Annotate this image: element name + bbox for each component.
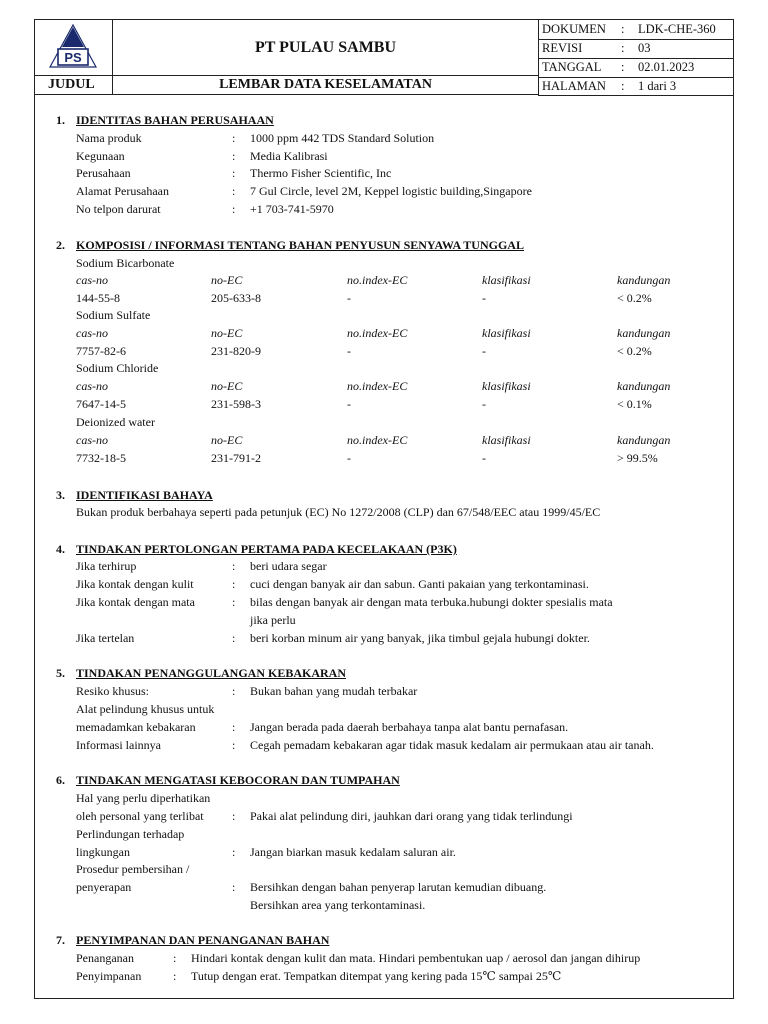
field-value: cuci dengan banyak air dan sabun. Ganti pakaian yang terkontaminasi.	[250, 577, 589, 591]
field-value: Cegah pemadam kebakaran agar tidak masuk kedalam air permukaan atau air tanah.	[250, 738, 654, 752]
field-label: Jika kontak dengan mata	[76, 595, 195, 609]
field-colon: :	[232, 202, 236, 216]
title-cell	[112, 75, 539, 95]
component-name: Sodium Sulfate	[76, 308, 151, 322]
field-label: penyerapan	[76, 880, 132, 894]
judul-cell	[35, 75, 113, 95]
field-label: Nama produk	[76, 131, 142, 145]
table-cell: < 0.1%	[617, 397, 652, 411]
section-number: 3.	[56, 488, 65, 502]
field-value: 7 Gul Circle, level 2M, Keppel logistic building,Singapore	[250, 184, 532, 198]
field-colon: :	[232, 880, 236, 894]
meta-key: TANGGAL	[542, 60, 602, 74]
field-label: No telpon darurat	[76, 202, 161, 216]
field-value: Jangan biarkan masuk kedalam saluran air.	[250, 845, 456, 859]
column-header: kandungan	[617, 326, 671, 340]
field-colon: :	[232, 149, 236, 163]
field-colon: :	[232, 809, 236, 823]
field-value: Jangan berada pada daerah berbahaya tanpa alat bantu pernafasan.	[250, 720, 569, 734]
section-title: TINDAKAN PENANGGULANGAN KEBAKARAN	[76, 666, 347, 680]
meta-colon: :	[621, 79, 625, 93]
table-cell: 7732-18-5	[76, 451, 126, 465]
section-title: TINDAKAN PERTOLONGAN PERTAMA PADA KECELAKAAN (P3K)	[76, 542, 457, 556]
field-value: Thermo Fisher Scientific, Inc	[250, 166, 392, 180]
field-colon: :	[173, 951, 177, 965]
table-cell: -	[347, 451, 351, 465]
section-number: 2.	[56, 238, 65, 252]
logo-text: PS	[64, 50, 82, 65]
field-label: lingkungan	[76, 845, 130, 859]
section-title: PENYIMPANAN DAN PENANGANAN BAHAN	[76, 933, 330, 947]
section-number: 6.	[56, 773, 65, 787]
document-title: LEMBAR DATA KESELAMATAN	[219, 77, 432, 92]
section-title: TINDAKAN MENGATASI KEBOCORAN DAN TUMPAHAN	[76, 773, 400, 787]
table-cell: 205-633-8	[211, 291, 261, 305]
field-label: Penanganan	[76, 951, 134, 965]
field-colon: :	[232, 184, 236, 198]
section-number: 1.	[56, 113, 65, 127]
document-meta	[538, 20, 733, 95]
column-header: no-EC	[211, 433, 243, 447]
field-value: Media Kalibrasi	[250, 149, 328, 163]
meta-value: 02.01.2023	[638, 60, 695, 74]
table-cell: 144-55-8	[76, 291, 120, 305]
section-number: 5.	[56, 666, 65, 680]
meta-row-dokumen	[538, 20, 733, 40]
logo-cell	[35, 20, 113, 76]
column-header: no-EC	[211, 273, 243, 287]
meta-value: 1 dari 3	[638, 79, 677, 93]
field-value: +1 703-741-5970	[250, 202, 334, 216]
section-title: IDENTITAS BAHAN PERUSAHAAN	[76, 113, 274, 127]
column-header: no-EC	[211, 379, 243, 393]
judul-label: JUDUL	[48, 77, 95, 92]
field-colon: :	[232, 720, 236, 734]
field-colon: :	[232, 684, 236, 698]
meta-colon: :	[621, 22, 625, 36]
component-name: Sodium Bicarbonate	[76, 256, 175, 270]
field-value: jika perlu	[250, 613, 296, 627]
field-value: Pakai alat pelindung diri, jauhkan dari orang yang tidak terlindungi	[250, 809, 573, 823]
field-colon: :	[232, 559, 236, 573]
field-colon: :	[232, 738, 236, 752]
column-header: kandungan	[617, 273, 671, 287]
field-value: beri korban minum air yang banyak, jika timbul gejala hubungi dokter.	[250, 631, 590, 645]
column-header: no.index-EC	[347, 433, 408, 447]
table-cell: -	[347, 291, 351, 305]
field-label: Resiko khusus:	[76, 684, 150, 698]
column-header: klasifikasi	[482, 379, 531, 393]
column-header: cas-no	[76, 273, 108, 287]
field-colon: :	[173, 969, 177, 983]
field-value: bilas dengan banyak air dengan mata terbuka.hubungi dokter spesialis mata	[250, 595, 613, 609]
column-header: klasifikasi	[482, 433, 531, 447]
table-cell: -	[347, 344, 351, 358]
table-cell: 7757-82-6	[76, 344, 126, 358]
field-label: Perusahaan	[76, 166, 131, 180]
field-value: 1000 ppm 442 TDS Standard Solution	[250, 131, 435, 145]
table-cell: -	[482, 291, 486, 305]
table-cell: > 99.5%	[617, 451, 658, 465]
table-cell: 231-791-2	[211, 451, 261, 465]
field-label: Penyimpanan	[76, 969, 142, 983]
table-cell: < 0.2%	[617, 291, 652, 305]
table-cell: 7647-14-5	[76, 397, 126, 411]
meta-key: HALAMAN	[542, 79, 606, 93]
column-header: kandungan	[617, 433, 671, 447]
field-label: memadamkan kebakaran	[76, 720, 196, 734]
field-colon: :	[232, 595, 236, 609]
company-cell	[112, 20, 539, 76]
field-colon: :	[232, 131, 236, 145]
field-value: Hindari kontak dengan kulit dan mata. Hindari pembentukan uap / aerosol dan jangan dihirup	[191, 951, 641, 965]
column-header: klasifikasi	[482, 326, 531, 340]
section-number: 7.	[56, 933, 65, 947]
column-header: cas-no	[76, 433, 108, 447]
column-header: klasifikasi	[482, 273, 531, 287]
section-number: 4.	[56, 542, 65, 556]
table-cell: -	[347, 397, 351, 411]
table-cell: -	[482, 344, 486, 358]
section-title: IDENTIFIKASI BAHAYA	[76, 488, 213, 502]
meta-colon: :	[621, 60, 625, 74]
field-colon: :	[232, 166, 236, 180]
field-value: Bersihkan dengan bahan penyerap larutan kemudian dibuang.	[250, 880, 547, 894]
meta-value: 03	[638, 41, 651, 55]
meta-key: REVISI	[542, 41, 583, 55]
column-header: no.index-EC	[347, 379, 408, 393]
document-header	[35, 20, 733, 94]
field-label: Informasi lainnya	[76, 738, 161, 752]
section-title: KOMPOSISI / INFORMASI TENTANG BAHAN PENYUSUN SENYAWA TUNGGAL	[76, 238, 524, 252]
field-label: Jika kontak dengan kulit	[76, 577, 194, 591]
column-header: no.index-EC	[347, 326, 408, 340]
meta-row-tanggal	[538, 58, 733, 78]
field-label: Alamat Perusahaan	[76, 184, 169, 198]
field-colon: :	[232, 577, 236, 591]
field-label: oleh personal yang terlibat	[76, 809, 204, 823]
field-label: Jika terhirup	[76, 559, 137, 573]
field-value: beri udara segar	[250, 559, 327, 573]
company-logo	[48, 24, 98, 70]
field-label: Perlindungan terhadap	[76, 827, 185, 841]
table-cell: -	[482, 451, 486, 465]
meta-value: LDK-CHE-360	[638, 22, 716, 36]
column-header: cas-no	[76, 379, 108, 393]
column-header: cas-no	[76, 326, 108, 340]
field-label: Alat pelindung khusus untuk	[76, 702, 215, 716]
field-colon: :	[232, 631, 236, 645]
field-value: Tutup dengan erat. Tempatkan ditempat yang kering pada 15℃ sampai 25℃	[191, 969, 562, 983]
field-value: Bukan bahan yang mudah terbakar	[250, 684, 418, 698]
meta-colon: :	[621, 41, 625, 55]
meta-row-halaman	[538, 77, 733, 96]
company-name: PT PULAU SAMBU	[254, 39, 397, 56]
component-name: Deionized water	[76, 415, 155, 429]
field-label: Hal yang perlu diperhatikan	[76, 791, 211, 805]
table-cell: -	[482, 397, 486, 411]
table-cell: 231-820-9	[211, 344, 261, 358]
section-text: Bukan produk berbahaya seperti pada petunjuk (EC) No 1272/2008 (CLP) dan 67/548/EEC atau 1999/45/EC	[76, 505, 601, 519]
meta-row-revisi	[538, 39, 733, 59]
table-cell: < 0.2%	[617, 344, 652, 358]
table-cell: 231-598-3	[211, 397, 261, 411]
column-header: no.index-EC	[347, 273, 408, 287]
field-colon: :	[232, 845, 236, 859]
field-label: Kegunaan	[76, 149, 125, 163]
field-label: Prosedur pembersihan /	[76, 862, 190, 876]
field-label: Jika tertelan	[76, 631, 135, 645]
component-name: Sodium Chloride	[76, 361, 159, 375]
meta-key: DOKUMEN	[542, 22, 606, 36]
column-header: kandungan	[617, 379, 671, 393]
field-value: Bersihkan area yang terkontaminasi.	[250, 898, 426, 912]
column-header: no-EC	[211, 326, 243, 340]
